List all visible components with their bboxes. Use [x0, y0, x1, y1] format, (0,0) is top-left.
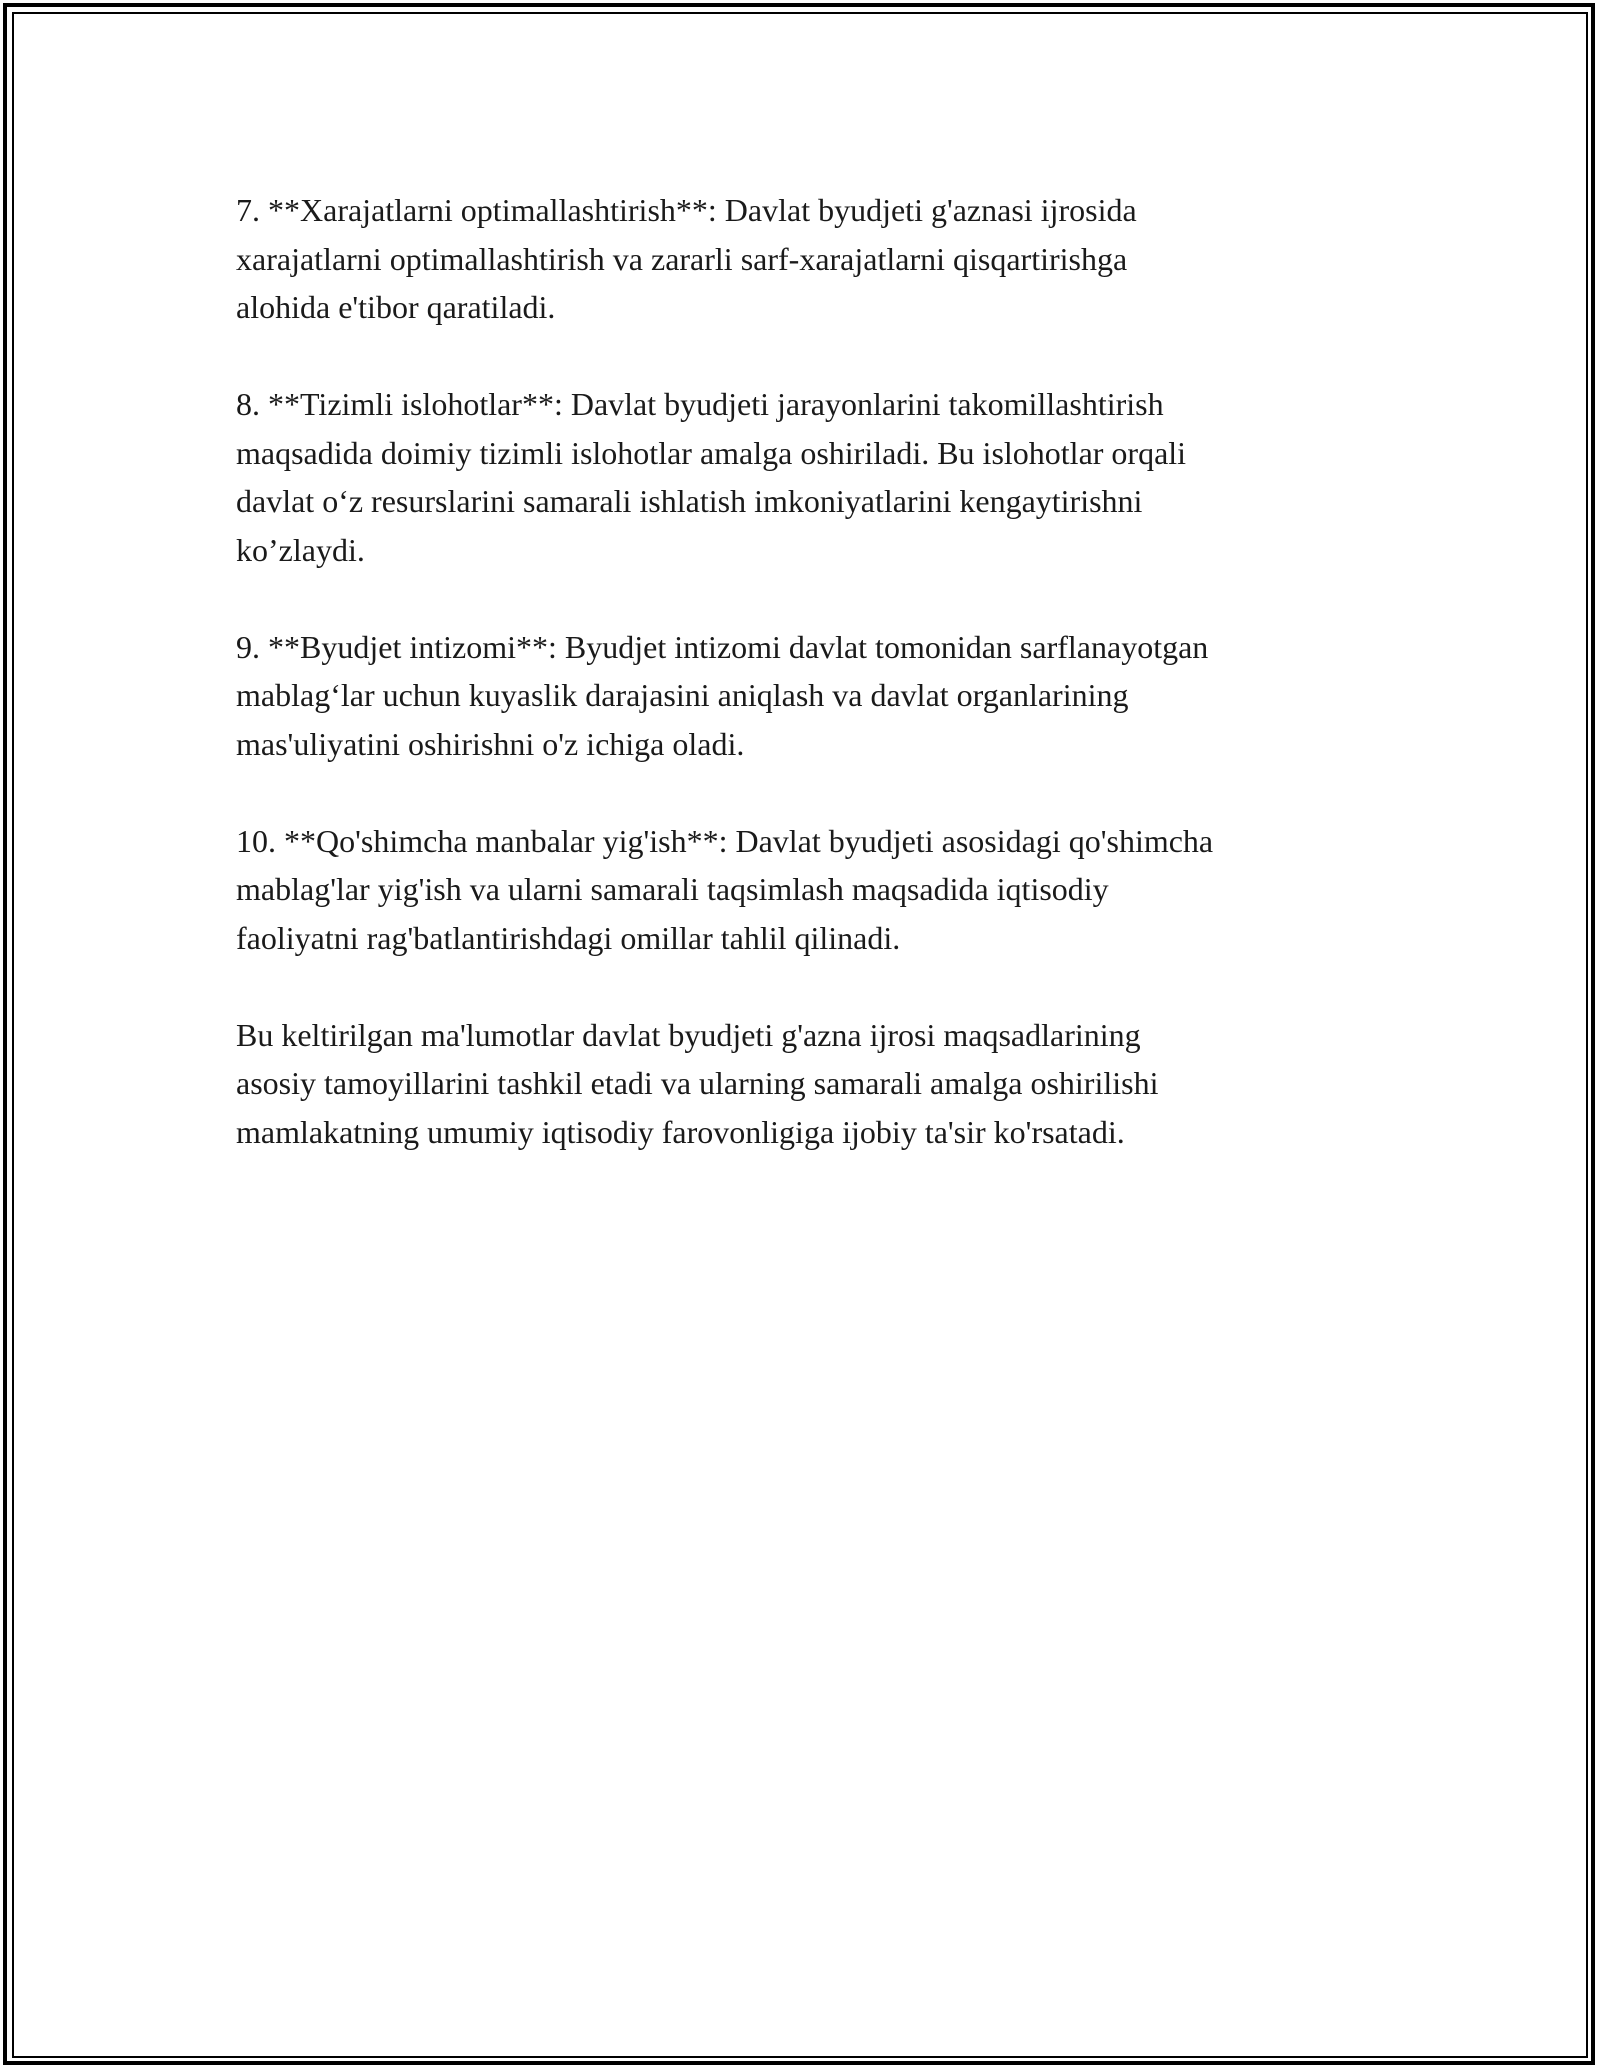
paragraph-item-8: 8. **Tizimli islohotlar**: Davlat byudjeti jarayonlarini takomillashtirish maqsadida doimiy tizimli islohotlar amalga oshiriladi. Bu islohotlar orqali davlat o‘z resurslarini samarali ishlatish imkoniyatlarini kengaytirishni ko’zlaydi.	[236, 386, 1187, 568]
paragraph-item-10: 10. **Qo'shimcha manbalar yig'ish**: Davlat byudjeti asosidagi qo'shimcha mablag'lar yig'ish va ularni samarali taqsimlash maqsadida iqtisodiy faoliyatni rag'batlantirishdagi omillar tahlil qilinadi.	[236, 822, 1214, 956]
paragraph-item-7: 7. **Xarajatlarni optimallashtirish**: Davlat byudjeti g'aznasi ijrosida xarajatlarni optimallashtirish va zararli sarf-xarajatlarni qisqartirishga alohida e'tibor qaratiladi.	[236, 192, 1137, 325]
document-body	[236, 186, 1376, 1205]
paragraph-item-9: 9. **Byudjet intizomi**: Byudjet intizomi davlat tomonidan sarflanayotgan mablag‘lar uchun kuyaslik darajasini aniqlash va davlat organlarining mas'uliyatini oshirishni o'z ichiga oladi.	[236, 628, 1209, 762]
paragraph-conclusion: Bu keltirilgan ma'lumotlar davlat byudjeti g'azna ijrosi maqsadlarining asosiy tamoyillarini tashkil etadi va ularning samarali amalga oshirilishi mamlakatning umumiy iqtisodiy farovonligiga ijobiy ta'sir ko'rsatadi.	[236, 1016, 1159, 1150]
